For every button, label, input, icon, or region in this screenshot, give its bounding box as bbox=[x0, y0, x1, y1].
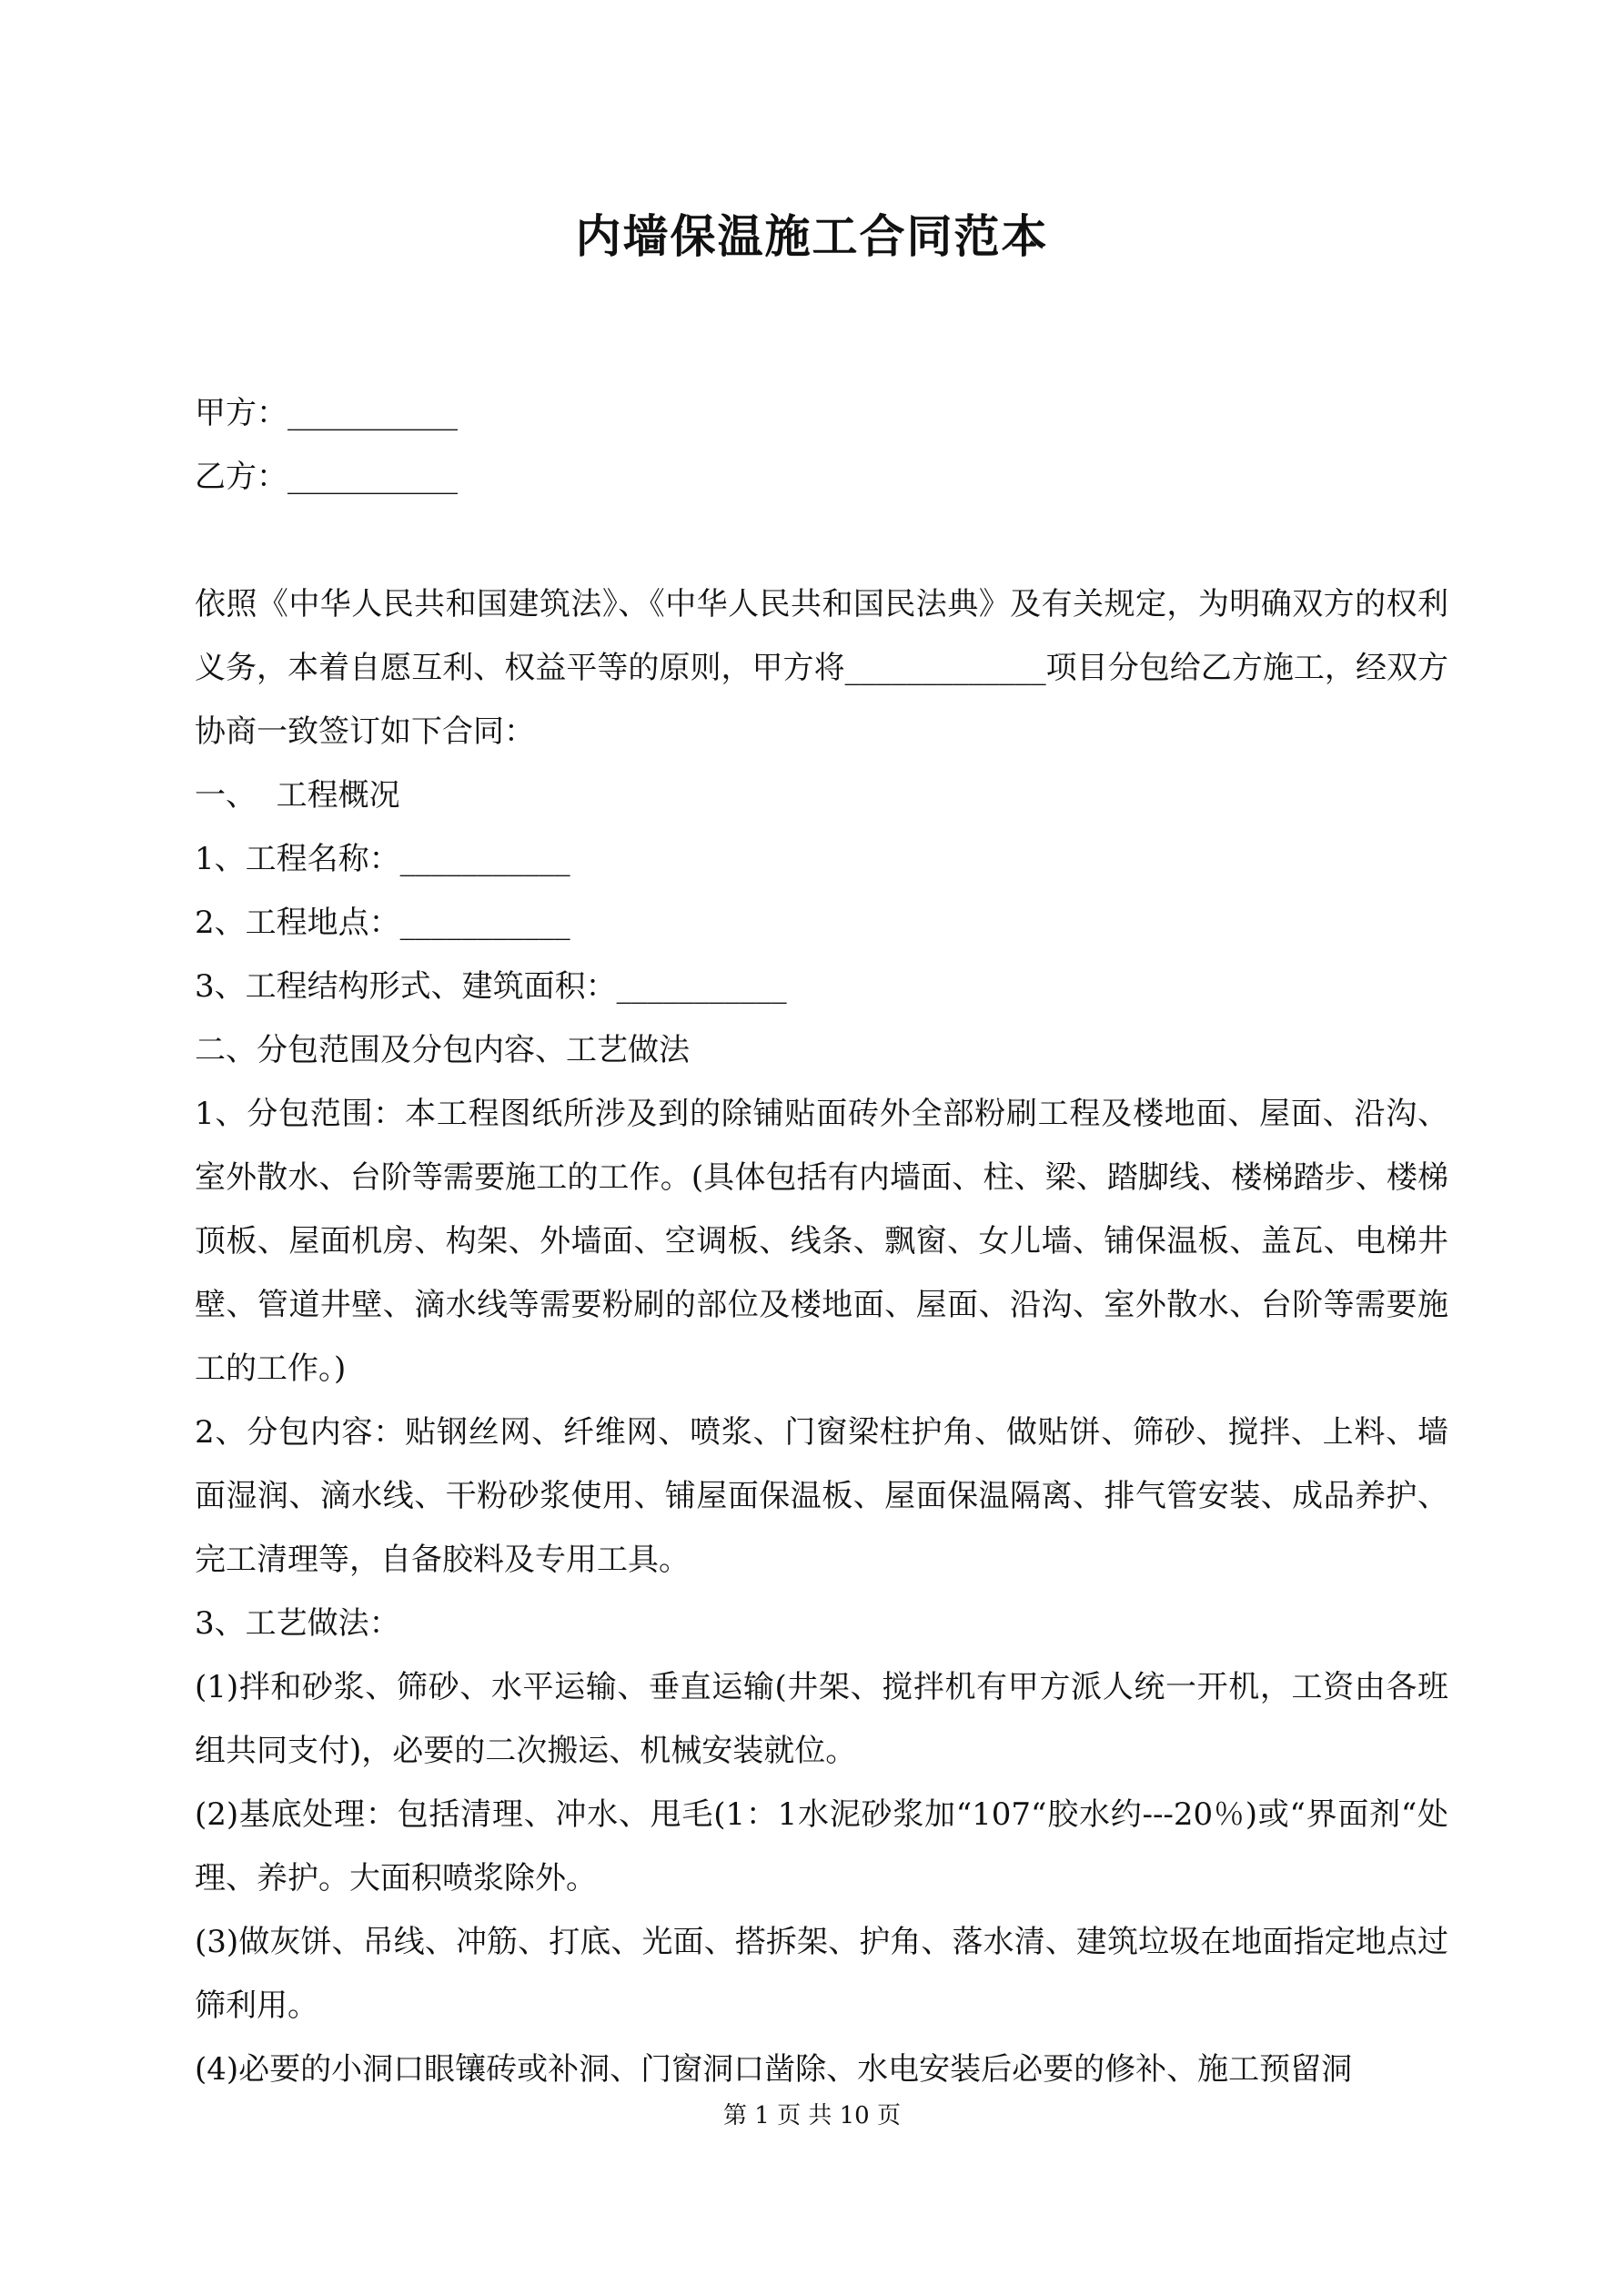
process-heading: 3、工艺做法： bbox=[195, 1605, 400, 1642]
page-number-footer: 第 1 页 共 10 页 bbox=[723, 2102, 901, 2129]
document-title: 内墙保温施工合同范本 bbox=[575, 209, 1049, 263]
section-1-heading: 一、 工程概况 bbox=[195, 777, 400, 814]
process-item-4: (4)必要的小洞口眼镶砖或补洞、门窗洞口凿除、水电安装后必要的修补、施工预留洞 bbox=[195, 2051, 1353, 2088]
section-2-heading: 二、分包范围及分包内容、工艺做法 bbox=[195, 1032, 690, 1068]
project-name-line: 1、工程名称：___________ bbox=[195, 841, 570, 877]
subcontract-content-paragraph: 2、分包内容：贴钢丝网、纤维网、喷浆、门窗梁柱护角、做贴饼、筛砂、搅拌、上料、墙面湿润、滴水线、干粉砂浆使用、铺屋面保温板、屋面保温隔离、排气管安装、成品养护、完工清理等，自备胶料及专用工具。 bbox=[195, 1414, 1448, 1578]
document-body bbox=[195, 381, 1448, 2101]
process-item-2: (2)基底处理：包括清理、冲水、甩毛(1：1水泥砂浆加“107“胶水约---20％)或“界面剂“处理、养护。大面积喷浆除外。 bbox=[195, 1796, 1448, 1896]
blank-gap bbox=[195, 509, 1448, 572]
subcontract-scope-paragraph: 1、分包范围：本工程图纸所涉及到的除铺贴面砖外全部粉刷工程及楼地面、屋面、沿沟、室外散水、台阶等需要施工的工作。(具体包括有内墙面、柱、梁、踏脚线、楼梯踏步、楼梯顶板、屋面机房、构架、外墙面、空调板、线条、飘窗、女儿墙、铺保温板、盖瓦、电梯井壁、管道井壁、滴水线等需要粉刷的部位及楼地面、屋面、沿沟、室外散水、台阶等需要施工的工作。) bbox=[195, 1096, 1448, 1387]
party-b-line: 乙方：___________ bbox=[195, 459, 458, 495]
project-location-line: 2、工程地点：___________ bbox=[195, 905, 570, 941]
process-item-1: (1)拌和砂浆、筛砂、水平运输、垂直运输(井架、搅拌机有甲方派人统一开机，工资由各班组共同支付)，必要的二次搬运、机械安装就位。 bbox=[195, 1669, 1448, 1769]
project-structure-line: 3、工程结构形式、建筑面积：___________ bbox=[195, 968, 787, 1005]
party-a-line: 甲方：___________ bbox=[195, 395, 458, 431]
intro-paragraph: 依照《中华人民共和国建筑法》、《中华人民共和国民法典》及有关规定，为明确双方的权利义务，本着自愿互利、权益平等的原则，甲方将_____________项目分包给乙方施工，经双方协商一致签订如下合同： bbox=[195, 586, 1448, 750]
process-item-3: (3)做灰饼、吊线、冲筋、打底、光面、搭拆架、护角、落水清、建筑垃圾在地面指定地点过筛利用。 bbox=[195, 1924, 1448, 2024]
